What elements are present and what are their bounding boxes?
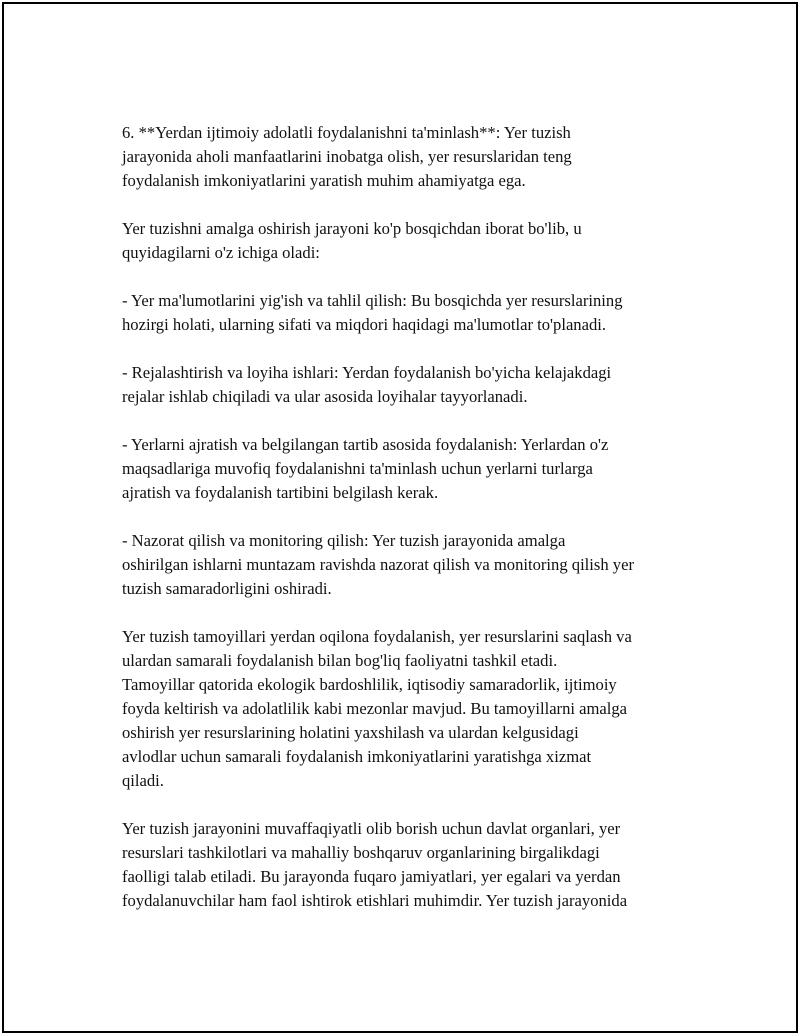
text-line: qiladi. [122,771,164,790]
text-line: quyidagilarni o'z ichiga oladi: [122,243,320,262]
text-line: - Yerlarni ajratish va belgilangan tartib asosida foydalanish: Yerlardan o'z [122,435,609,454]
text-line: Yer tuzishni amalga oshirish jarayoni ko'p bosqichdan iborat bo'lib, u [122,219,582,238]
paragraph [122,121,702,193]
text-line: faolligi talab etiladi. Bu jarayonda fuqaro jamiyatlari, yer egalari va yerdan [122,867,621,886]
paragraph [122,817,702,913]
text-line: maqsadlariga muvofiq foydalanishni ta'minlash uchun yerlarni turlarga [122,459,593,478]
text-line: - Rejalashtirish va loyiha ishlari: Yerdan foydalanish bo'yicha kelajakdagi [122,363,612,382]
paragraph [122,217,702,265]
text-line: - Yer ma'lumotlarini yig'ish va tahlil qilish: Bu bosqichda yer resurslarining [122,291,623,310]
text-line: oshirilgan ishlarni muntazam ravishda nazorat qilish va monitoring qilish yer [122,555,634,574]
text-line: Yer tuzish jarayonini muvaffaqiyatli olib borish uchun davlat organlari, yer [122,819,621,838]
text-line: jarayonida aholi manfaatlarini inobatga olish, yer resurslaridan teng [122,147,572,166]
text-line: foyda keltirish va adolatlilik kabi mezonlar mavjud. Bu tamoyillarni amalga [122,699,628,718]
text-line: foydalanuvchilar ham faol ishtirok etishlari muhimdir. Yer tuzish jarayonida [122,891,628,910]
text-line: hozirgi holati, ularning sifati va miqdori haqidagi ma'lumotlar to'planadi. [122,315,607,334]
document-body [122,121,702,937]
text-line: foydalanish imkoniyatlarini yaratish muhim ahamiyatga ega. [122,171,526,190]
text-line: Tamoyillar qatorida ekologik bardoshlilik, iqtisodiy samaradorlik, ijtimoiy [122,675,617,694]
text-line: rejalar ishlab chiqiladi va ular asosida loyihalar tayyorlanadi. [122,387,528,406]
paragraph [122,625,702,793]
text-line: ulardan samarali foydalanish bilan bog'liq faoliyatni tashkil etadi. [122,651,558,670]
text-line: oshirish yer resurslarining holatini yaxshilash va ulardan kelgusidagi [122,723,579,742]
text-line: ajratish va foydalanish tartibini belgilash kerak. [122,483,439,502]
paragraph [122,361,702,409]
page-frame [2,2,798,1033]
text-line: 6. **Yerdan ijtimoiy adolatli foydalanishni ta'minlash**: Yer tuzish [122,123,571,142]
text-line: - Nazorat qilish va monitoring qilish: Yer tuzish jarayonida amalga [122,531,566,550]
text-line: avlodlar uchun samarali foydalanish imkoniyatlarini yaratishga xizmat [122,747,592,766]
text-line: resurslari tashkilotlari va mahalliy boshqaruv organlarining birgalikdagi [122,843,600,862]
text-line: tuzish samaradorligini oshiradi. [122,579,332,598]
paragraph [122,529,702,601]
text-line: Yer tuzish tamoyillari yerdan oqilona foydalanish, yer resurslarini saqlash va [122,627,632,646]
paragraph [122,289,702,337]
paragraph [122,433,702,505]
